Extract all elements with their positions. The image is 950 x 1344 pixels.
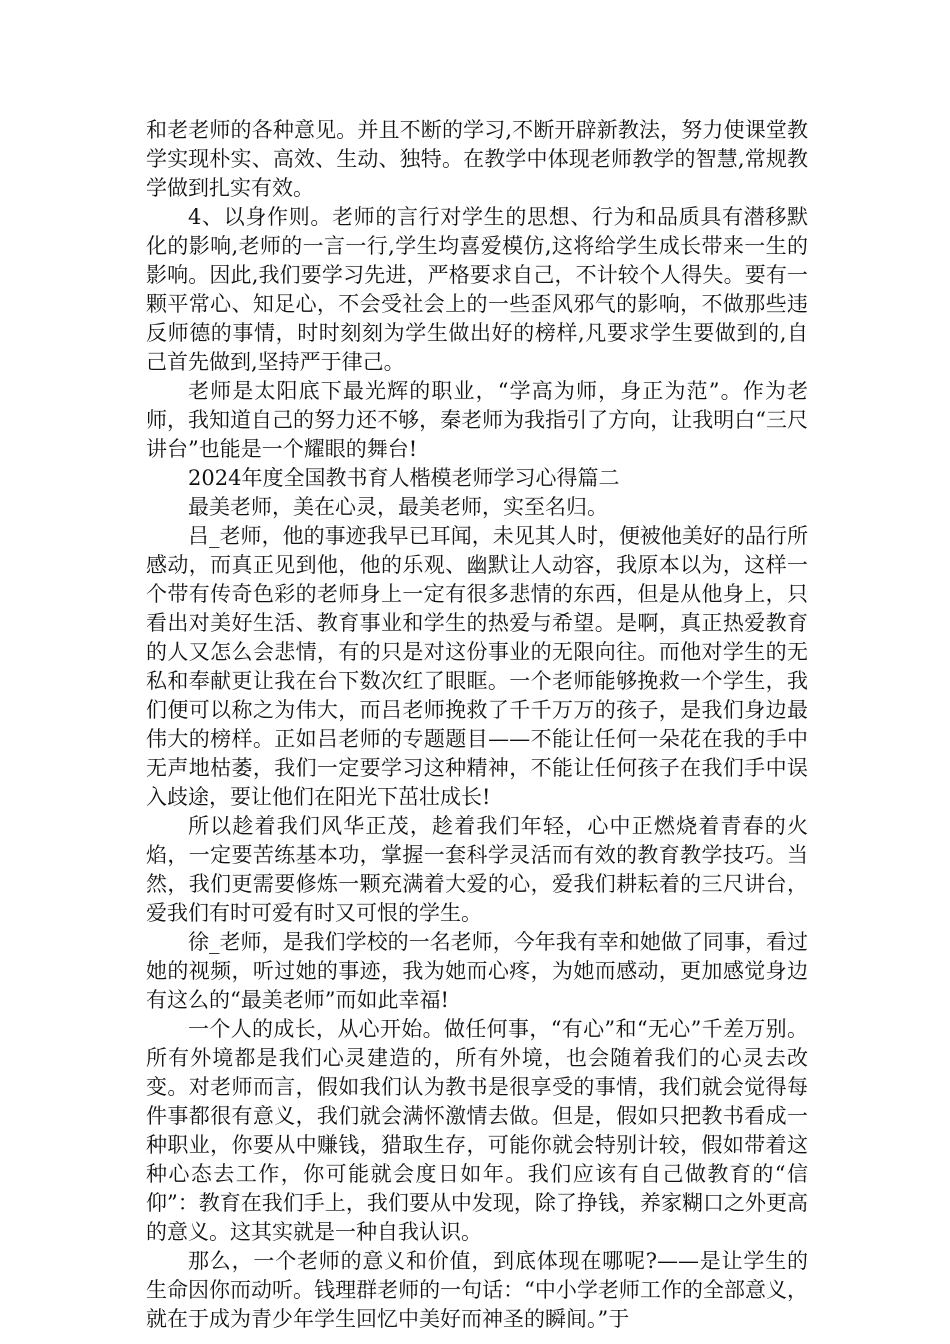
document-body — [146, 116, 808, 1334]
paragraph-8: 徐_老师，是我们学校的一名老师，今年我有幸和她做了同事，看过她的视频，听过她的事迹，我为她而心疼，为她而感动，更加感觉身边有这么的“最美老师”而如此幸福! — [146, 930, 808, 1012]
paragraph-1: 和老老师的各种意见。并且不断的学习,不断开辟新教法，努力使课堂教学实现朴实、高效、生动、独特。在教学中体现老师教学的智慧,常规教学做到扎实有效。 — [146, 118, 808, 200]
paragraph-7: 所以趁着我们风华正茂，趁着我们年轻，心中正燃烧着青春的火焰，一定要苦练基本功，掌握一套科学灵活而有效的教育教学技巧。当然，我们更需要修炼一颗充满着大爱的心，爱我们耕耘着的三尺讲台，爱我们有时可爱有时又可恨的学生。 — [146, 814, 808, 925]
paragraph-6: 吕_老师，他的事迹我早已耳闻，未见其人时，便被他美好的品行所感动，而真正见到他，他的乐观、幽默让人动容，我原本以为，这样一个带有传奇色彩的老师身上一定有很多悲情的东西，但是从他身上，只看出对美好生活、教育事业和学生的热爱与希望。是啊，真正热爱教育的人又怎么会悲情，有的只是对这份事业的无限向往。而他对学生的无私和奉献更让我在台下数次红了眼眶。一个老师能够挽救一个学生，我们便可以称之为伟大，而吕老师挽救了千千万万的孩子，是我们身边最伟大的榜样。正如吕老师的专题题目——不能让任何一朵花在我的手中无声地枯萎，我们一定要学习这种精神，不能让任何孩子在我们手中误入歧途，要让他们在阳光下茁壮成长! — [146, 524, 808, 809]
paragraph-3: 老师是太阳底下最光辉的职业，“学高为师，身正为范”。作为老师，我知道自己的努力还不够，秦老师为我指引了方向，让我明白“三尺讲台”也能是一个耀眼的舞台! — [146, 379, 808, 461]
paragraph-2: 4、以身作则。老师的言行对学生的思想、行为和品质具有潜移默化的影响,老师的一言一行,学生均喜爱模仿,这将给学生成长带来一生的影响。因此,我们要学习先进，严格要求自己，不计较个人得失。要有一颗平常心、知足心，不会受社会上的一些歪风邪气的影响，不做那些违反师德的事情，时时刻刻为学生做出好的榜样,凡要求学生要做到的,自己首先做到,坚持严于律己。 — [146, 205, 808, 374]
section-heading: 2024年度全国教书育人楷模老师学习心得篇二 — [188, 466, 620, 490]
paragraph-10: 那么，一个老师的意义和价值，到底体现在哪呢?——是让学生的生命因你而动听。钱理群老师的一句话：“中小学老师工作的全部意义，就在于成为青少年学生回忆中美好而神圣的瞬间。”于 — [146, 1249, 808, 1331]
paragraph-5: 最美老师，美在心灵，最美老师，实至名归。 — [188, 495, 608, 519]
paragraph-9: 一个人的成长，从心开始。做任何事，“有心”和“无心”千差万别。所有外境都是我们心灵建造的，所有外境，也会随着我们的心灵去改变。对老师而言，假如我们认为教书是很享受的事情，我们就会觉得每件事都很有意义，我们就会满怀激情去做。但是，假如只把教书看成一种职业，你要从中赚钱，猎取生存，可能你就会特别计较，假如带着这种心态去工作，你可能就会度日如年。我们应该有自己做教育的“信仰”：教育在我们手上，我们要从中发现，除了挣钱，养家糊口之外更高的意义。这其实就是一种自我认识。 — [146, 1017, 808, 1244]
